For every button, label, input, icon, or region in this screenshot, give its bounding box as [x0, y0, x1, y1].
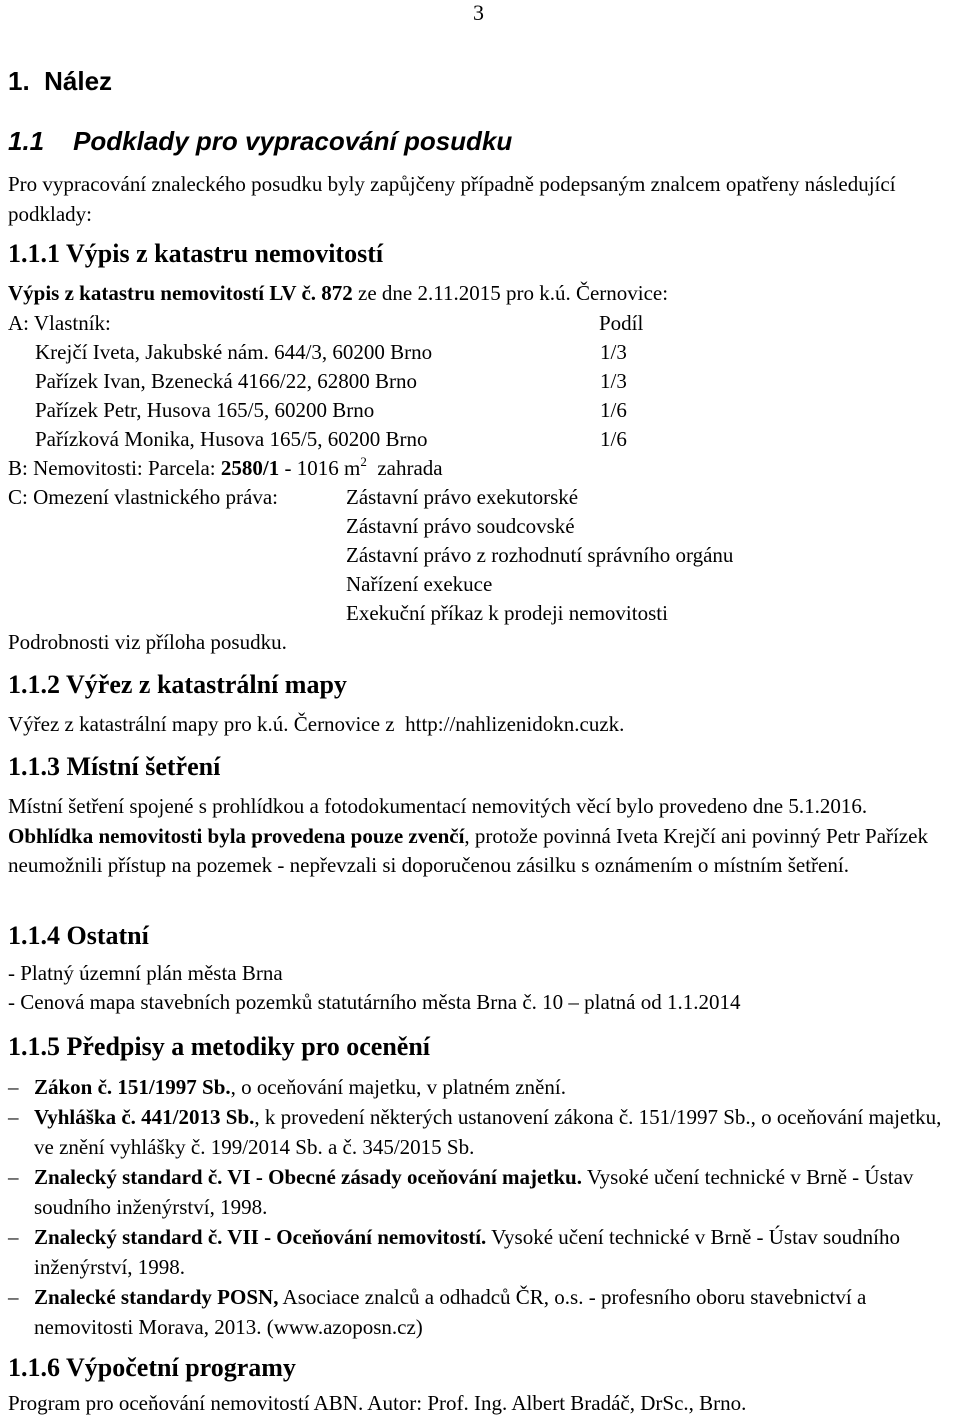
- dash-bullet: –: [8, 1285, 19, 1309]
- regulation-title: Znalecké standardy POSN,: [34, 1285, 279, 1309]
- owner-name: Pařízek Ivan, Bzenecká 4166/22, 62800 Brno: [35, 369, 417, 393]
- heading-number: 1.1.6: [8, 1353, 60, 1382]
- regulation-item: [8, 1222, 956, 1282]
- heading-1-1-6: [8, 1353, 296, 1383]
- map-extract-text: Výřez z katastrální mapy pro k.ú. Černovice z: [8, 712, 395, 736]
- extract-label: Výpis z katastru nemovitostí LV č.: [8, 281, 317, 305]
- regulation-desc: , o oceňování majetku, v platném znění.: [230, 1075, 566, 1099]
- lv-number: 872: [321, 281, 353, 305]
- owner-name: Pařízková Monika, Husova 165/5, 60200 Brno: [35, 427, 428, 451]
- dash-bullet: –: [8, 1105, 19, 1129]
- subsection-heading: [8, 126, 512, 157]
- regulation-item: [8, 1102, 956, 1162]
- software-line: Program pro oceňování nemovitostí ABN. Autor: Prof. Ing. Albert Bradáč, DrSc., Brno.: [8, 1391, 747, 1415]
- heading-title: Místní šetření: [66, 752, 221, 781]
- regulation-title: Zákon č. 151/1997 Sb.: [34, 1075, 231, 1099]
- regulation-title: Znalecký standard č. VI - Obecné zásady oceňování majetku.: [34, 1165, 582, 1189]
- section-heading: [8, 66, 112, 97]
- inspection-reason-text: , protože povinná Iveta Krejčí ani povinný Petr Pařízek neumožnili přístup na pozemek - nepřevzali si doporučenou zásilku s oznámením o místním šetření.: [8, 823, 929, 877]
- owner-name: Pařízek Petr, Husova 165/5, 60200 Brno: [35, 398, 375, 422]
- heading-number: 1.1.3: [8, 752, 60, 781]
- regulation-desc: Vysoké učení technické v Brně - Ústav soudního inženýrství, 1998.: [34, 1225, 901, 1279]
- map-extract-line: [8, 712, 624, 737]
- heading-number: 1.1.2: [8, 670, 60, 699]
- heading-number: 1.1.5: [8, 1032, 60, 1061]
- heading-number: 1.1.4: [8, 921, 60, 950]
- owner-share: 1/6: [600, 398, 627, 422]
- owner-share: 1/3: [600, 369, 627, 393]
- owner-name: Krejčí Iveta, Jakubské nám. 644/3, 60200 Brno: [35, 340, 433, 364]
- area-unit-exponent: 2: [360, 454, 367, 469]
- property-line: [8, 456, 443, 481]
- section-number: 1.: [8, 66, 30, 96]
- heading-title: Výpis z katastru nemovitostí: [66, 239, 384, 268]
- section-title: Nález: [44, 66, 113, 96]
- heading-1-1-1: [8, 239, 383, 269]
- restriction-item: Zástavní právo exekutorské: [346, 485, 579, 509]
- subsection-number: 1.1: [8, 126, 45, 156]
- parcel-number: 2580/1: [220, 456, 280, 480]
- owner-share: 1/3: [600, 340, 627, 364]
- regulation-item: [8, 1072, 956, 1102]
- regulation-title: Znalecký standard č. VII - Oceňování nemovitostí.: [34, 1225, 487, 1249]
- parcel-use: zahrada: [377, 456, 443, 480]
- dash-bullet: –: [8, 1225, 19, 1249]
- heading-title: Výpočetní programy: [66, 1353, 296, 1382]
- heading-1-1-5: [8, 1032, 430, 1062]
- restriction-item: Nařízení exekuce: [346, 572, 493, 596]
- heading-1-1-4: [8, 921, 149, 951]
- inspection-date-text: Místní šetření spojené s prohlídkou a fotodokumentací nemovitých věcí bylo provedeno dne 5.1.2016.: [8, 794, 868, 818]
- map-source-url: http://nahlizenidokn.cuzk.: [405, 712, 625, 736]
- parcel-area: - 1016 m: [284, 456, 361, 480]
- regulation-desc: Vysoké učení technické v Brně - Ústav soudního inženýrství, 1998.: [34, 1165, 914, 1219]
- heading-title: Ostatní: [66, 921, 149, 950]
- share-label: Podíl: [599, 311, 644, 335]
- subsection-title: Podklady pro vypracování posudku: [73, 126, 513, 156]
- owner-share: 1/6: [600, 427, 627, 451]
- restriction-item: Zástavní právo z rozhodnutí správního orgánu: [346, 543, 734, 567]
- restriction-item: Exekuční příkaz k prodeji nemovitosti: [346, 601, 668, 625]
- regulation-desc: , k provedení některých ustanovení zákona č. 151/1997 Sb., o oceňování majetku, ve znění vyhlášky č. 199/2014 Sb. a č. 345/2015 Sb.: [34, 1105, 942, 1159]
- heading-title: Výřez z katastrální mapy: [66, 670, 347, 699]
- regulation-desc: Asociace znalců a odhadců ČR, o.s. - profesního oboru stavebnictví a nemovitosti Morava, 2013. (www.azoposn.cz): [34, 1285, 867, 1339]
- heading-1-1-2: [8, 670, 347, 700]
- intro-paragraph: Pro vypracování znaleckého posudku byly zapůjčeny případně podepsaným znalcem opatřeny následující podklady:: [8, 172, 896, 226]
- restriction-label: C: Omezení vlastnického práva:: [8, 485, 278, 509]
- property-label: B: Nemovitosti: Parcela:: [8, 456, 216, 480]
- heading-title: Předpisy a metodiky pro ocenění: [66, 1032, 431, 1061]
- other-source-item: - Cenová mapa stavebních pozemků statutárního města Brna č. 10 – platná od 1.1.2014: [8, 990, 741, 1014]
- dash-bullet: –: [8, 1165, 19, 1189]
- cadastre-extract-line: [8, 281, 668, 306]
- regulation-item: [8, 1162, 956, 1222]
- regulation-item: [8, 1282, 956, 1342]
- dash-bullet: –: [8, 1075, 19, 1099]
- restriction-item: Zástavní právo soudcovské: [346, 514, 575, 538]
- other-source-item: - Platný územní plán města Brna: [8, 961, 283, 985]
- heading-number: 1.1.1: [8, 239, 60, 268]
- extract-date-area: ze dne 2.11.2015 pro k.ú. Černovice:: [358, 281, 669, 305]
- details-note: Podrobnosti viz příloha posudku.: [8, 630, 287, 654]
- owner-label: A: Vlastník:: [8, 311, 111, 335]
- inspection-paragraph: [8, 792, 956, 881]
- heading-1-1-3: [8, 752, 220, 782]
- page-number: 3: [473, 0, 484, 25]
- inspection-emphasis: Obhlídka nemovitosti byla provedena pouze zvenčí: [8, 823, 465, 848]
- regulation-title: Vyhláška č. 441/2013 Sb.: [34, 1105, 255, 1129]
